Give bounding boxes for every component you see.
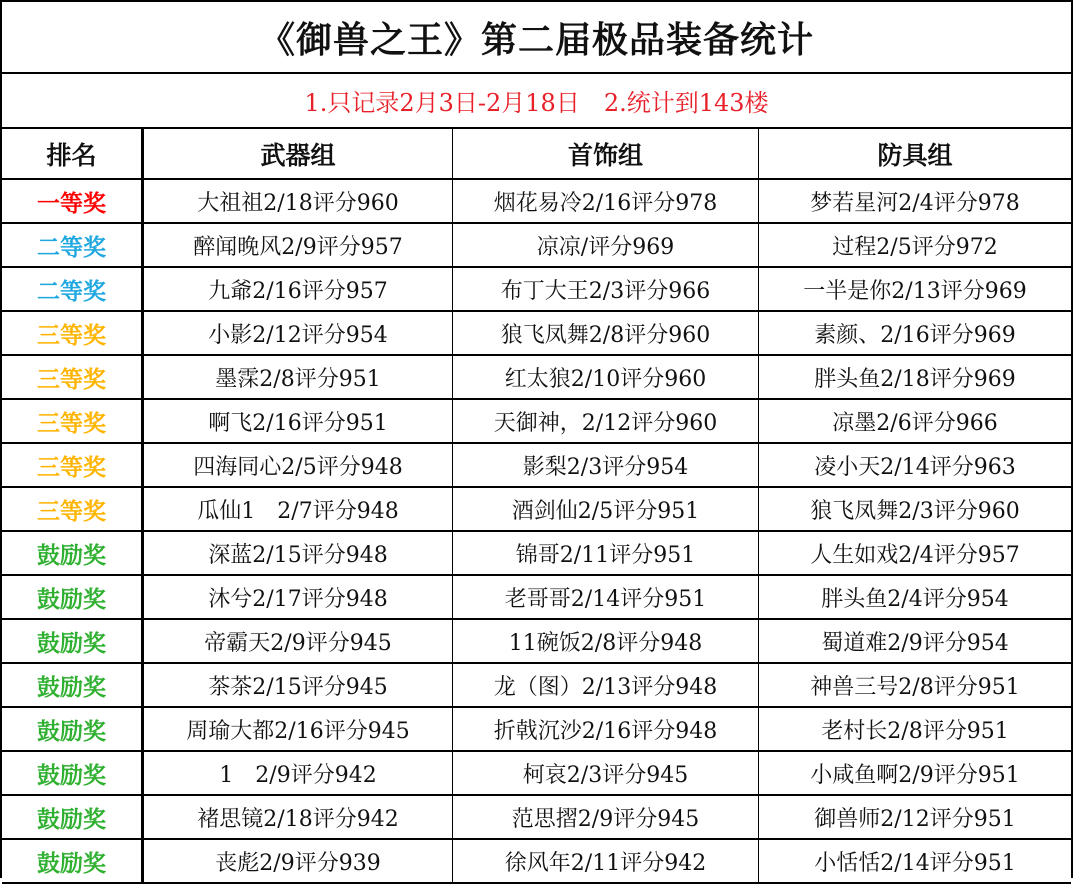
armor-cell: 一半是你2/13评分969	[758, 268, 1071, 312]
table-row	[2, 356, 1071, 400]
armor-cell: 胖头鱼2/4评分954	[758, 576, 1071, 620]
rank-cell: 鼓励奖	[2, 620, 143, 664]
weapon-cell: 丧彪2/9评分939	[143, 840, 452, 884]
accessory-cell: 凉凉/评分969	[452, 224, 758, 268]
table-row	[2, 840, 1071, 884]
armor-cell: 凉墨2/6评分966	[758, 400, 1071, 444]
table-row	[2, 312, 1071, 356]
sheet-title: 《御兽之王》第二届极品装备统计	[2, 2, 1071, 74]
weapon-cell: 四海同心2/5评分948	[143, 444, 452, 488]
weapon-cell: 深蓝2/15评分948	[143, 532, 452, 576]
armor-cell: 小咸鱼啊2/9评分951	[758, 752, 1071, 796]
armor-cell: 小恬恬2/14评分951	[758, 840, 1071, 884]
header-accessory: 首饰组	[452, 129, 758, 180]
armor-cell: 狼飞凤舞2/3评分960	[758, 488, 1071, 532]
table-row	[2, 532, 1071, 576]
table-body	[2, 180, 1071, 884]
weapon-cell: 茶茶2/15评分945	[143, 664, 452, 708]
accessory-cell: 天御神，2/12评分960	[452, 400, 758, 444]
armor-cell: 素颜、2/16评分969	[758, 312, 1071, 356]
ranking-table	[2, 129, 1071, 884]
rank-cell: 二等奖	[2, 224, 143, 268]
table-row	[2, 400, 1071, 444]
accessory-cell: 11碗饭2/8评分948	[452, 620, 758, 664]
armor-cell: 御兽师2/12评分951	[758, 796, 1071, 840]
accessory-cell: 柯哀2/3评分945	[452, 752, 758, 796]
table-row	[2, 444, 1071, 488]
table-row	[2, 576, 1071, 620]
rank-cell: 鼓励奖	[2, 708, 143, 752]
rank-cell: 鼓励奖	[2, 796, 143, 840]
header-row	[2, 129, 1071, 180]
weapon-cell: 啊飞2/16评分951	[143, 400, 452, 444]
rank-cell: 二等奖	[2, 268, 143, 312]
table-row	[2, 708, 1071, 752]
armor-cell: 老村长2/8评分951	[758, 708, 1071, 752]
rank-cell: 三等奖	[2, 444, 143, 488]
accessory-cell: 老哥哥2/14评分951	[452, 576, 758, 620]
weapon-cell: 褚思镜2/18评分942	[143, 796, 452, 840]
rank-cell: 三等奖	[2, 488, 143, 532]
header-armor: 防具组	[758, 129, 1071, 180]
weapon-cell: 沐兮2/17评分948	[143, 576, 452, 620]
weapon-cell: 周瑜大都2/16评分945	[143, 708, 452, 752]
rank-cell: 鼓励奖	[2, 840, 143, 884]
accessory-cell: 徐风年2/11评分942	[452, 840, 758, 884]
accessory-cell: 狼飞凤舞2/8评分960	[452, 312, 758, 356]
accessory-cell: 红太狼2/10评分960	[452, 356, 758, 400]
armor-cell: 人生如戏2/4评分957	[758, 532, 1071, 576]
accessory-cell: 龙（图）2/13评分948	[452, 664, 758, 708]
header-weapon: 武器组	[143, 129, 452, 180]
accessory-cell: 影梨2/3评分954	[452, 444, 758, 488]
weapon-cell: 醉闻晚风2/9评分957	[143, 224, 452, 268]
armor-cell: 蜀道难2/9评分954	[758, 620, 1071, 664]
weapon-cell: 九爺2/16评分957	[143, 268, 452, 312]
armor-cell: 过程2/5评分972	[758, 224, 1071, 268]
table-row	[2, 796, 1071, 840]
armor-cell: 胖头鱼2/18评分969	[758, 356, 1071, 400]
rank-cell: 鼓励奖	[2, 576, 143, 620]
rank-cell: 三等奖	[2, 400, 143, 444]
rank-cell: 一等奖	[2, 180, 143, 224]
rank-cell: 三等奖	[2, 356, 143, 400]
table-row	[2, 664, 1071, 708]
rank-cell: 三等奖	[2, 312, 143, 356]
armor-cell: 凌小天2/14评分963	[758, 444, 1071, 488]
header-rank: 排名	[2, 129, 143, 180]
accessory-cell: 酒剑仙2/5评分951	[452, 488, 758, 532]
table-row	[2, 180, 1071, 224]
table-row	[2, 620, 1071, 664]
sheet-note: 1.只记录2月3日-2月18日 2.统计到143楼	[2, 74, 1071, 129]
weapon-cell: 小影2/12评分954	[143, 312, 452, 356]
weapon-cell: 大祖祖2/18评分960	[143, 180, 452, 224]
weapon-cell: 帝霸天2/9评分945	[143, 620, 452, 664]
accessory-cell: 锦哥2/11评分951	[452, 532, 758, 576]
weapon-cell: 1 2/9评分942	[143, 752, 452, 796]
accessory-cell: 折戟沉沙2/16评分948	[452, 708, 758, 752]
weapon-cell: 瓜仙1 2/7评分948	[143, 488, 452, 532]
table-row	[2, 224, 1071, 268]
accessory-cell: 布丁大王2/3评分966	[452, 268, 758, 312]
armor-cell: 梦若星河2/4评分978	[758, 180, 1071, 224]
table-row	[2, 752, 1071, 796]
accessory-cell: 烟花易冷2/16评分978	[452, 180, 758, 224]
accessory-cell: 范思摺2/9评分945	[452, 796, 758, 840]
armor-cell: 神兽三号2/8评分951	[758, 664, 1071, 708]
table-row	[2, 268, 1071, 312]
weapon-cell: 墨霂2/8评分951	[143, 356, 452, 400]
rank-cell: 鼓励奖	[2, 664, 143, 708]
table-row	[2, 488, 1071, 532]
rank-cell: 鼓励奖	[2, 752, 143, 796]
rank-cell: 鼓励奖	[2, 532, 143, 576]
